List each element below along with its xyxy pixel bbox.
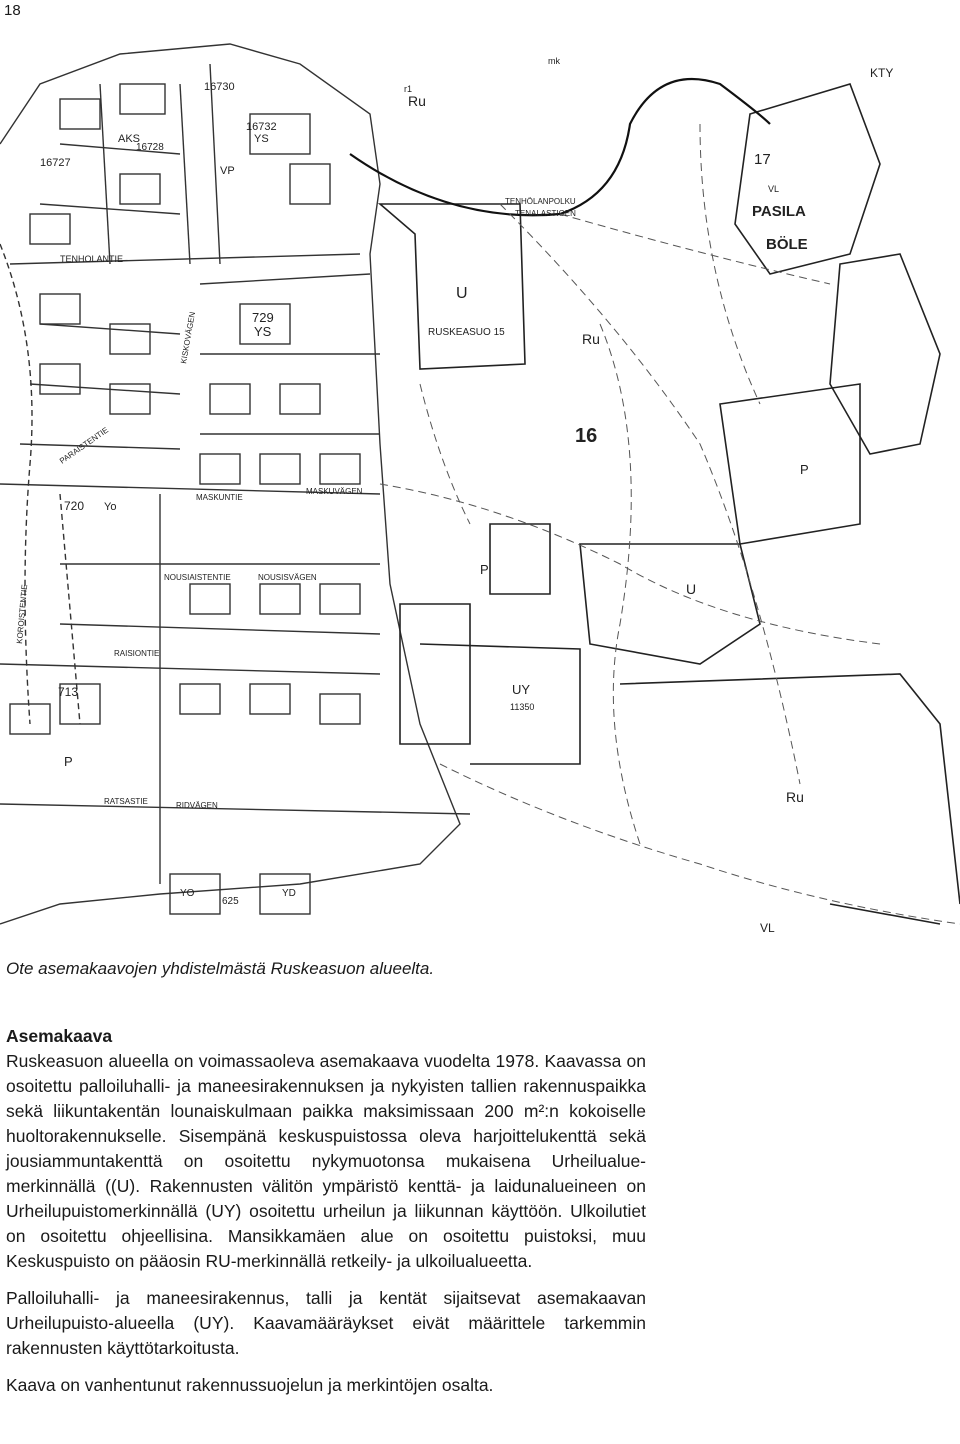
map-label: 17 [754,151,771,168]
map-label: 11350 [510,702,535,712]
street-label: MASKUNTIE [196,493,243,502]
street-label: TENHÖLANPOLKU [505,197,576,206]
map-label: AKS [118,133,141,145]
zoning-map [0,24,960,952]
paragraph: Kaava on vanhentunut rakennussuojelun ja merkintöjen osalta. [6,1375,494,1395]
map-label: VL [760,921,775,935]
map-label: BÖLE [766,236,808,253]
map-label: 16727 [40,157,71,169]
map-label: Ru [582,331,600,347]
section-heading: Asemakaava [6,1026,113,1046]
street-label: RAISIONTIE [114,649,160,658]
map-label: mk [548,56,560,66]
street-label: MASKUVÄGEN [306,487,363,496]
map-label: 16 [575,425,598,447]
street-label: KISKOVÄGEN [179,311,198,365]
map-label: U [456,285,468,302]
map-label: VP [220,165,235,177]
street-label: RATSASTIE [104,797,148,806]
street-label: KOROISTENTIE [15,584,30,645]
map-label: 713 [58,685,79,699]
map-label: KTY [870,66,894,80]
street-label: TENHOLANTIE [60,254,124,264]
map-label: P [64,754,73,769]
map-label: PASILA [752,203,806,220]
paragraph: Ruskeasuon alueella on voimassaoleva asemakaava vuodelta 1978. Kaavassa on osoitettu palloiluhalli- ja maneesirakennuksen ja nykyisten tallien rakennuspaikka sekä liikuntakentän lounaiskulmaan paikka maksimissaan 200 m²:n kokoiselle huoltorakennukselle. Sisempänä keskuspuistossa oleva harjoittelukenttä sekä jousiammuntakenttä on osoitettu nykymuotonsa mukaisena Urheilualue-merkinnällä ((U). Rakennusten välitön ympäristö kenttä- ja laidunalueineen on Urheilupuistomerkinnällä (UY) osoitettu urheilun ja liikunnan käyttöön. Ulkoilutiet on osoitettu ohjeellisina. Mansikkamäen alue on osoitettu puistoksi, muu Keskuspuisto on pääosin RU-merkinnällä retkeily- ja ulkoilualueetta. [6,1051,646,1271]
street-label: RIDVÄGEN [176,801,218,810]
map-caption: Ote asemakaavojen yhdistelmästä Ruskeasuon alueelta. [6,959,435,978]
map-label: 16730 [204,81,235,93]
map-label: YO [180,888,195,899]
street-label: NOUSISVÄGEN [258,573,317,582]
map-label: VL [768,184,780,194]
street-label: NOUSIAISTENTIE [164,573,231,582]
street-label: TENALASTIGEN [515,209,576,218]
map-label: r1 [404,84,413,94]
map-label: Ru [786,789,804,805]
map-label: 16732 [246,121,277,133]
map-label: 625 [222,896,239,907]
map-label: YS [254,324,272,339]
map-label: Yo [104,501,117,513]
paragraph: Palloiluhalli- ja maneesirakennus, talli ja kentät sijaitsevat asemakaavan Urheilupuisto-alueella (UY). Kaavamääräykset eivät määrittele tarkemmin rakennusten käyttötarkoitusta. [6,1288,646,1358]
map-label: P [480,562,489,577]
map-label: U [686,581,697,597]
map-label: 729 [252,310,274,325]
map-label: UY [512,682,531,697]
street-label: PARAISTENTIE [57,425,111,466]
map-label: RUSKEASUO 15 [428,327,505,338]
map-label: Ru [408,93,426,109]
map-label: 720 [64,499,85,513]
zoning-section [6,1024,646,1398]
page-number: 18 [4,2,21,19]
map-label: 16728 [136,142,164,153]
map-label: YD [282,888,296,899]
map-label: P [800,462,809,477]
map-label: YS [254,133,269,145]
